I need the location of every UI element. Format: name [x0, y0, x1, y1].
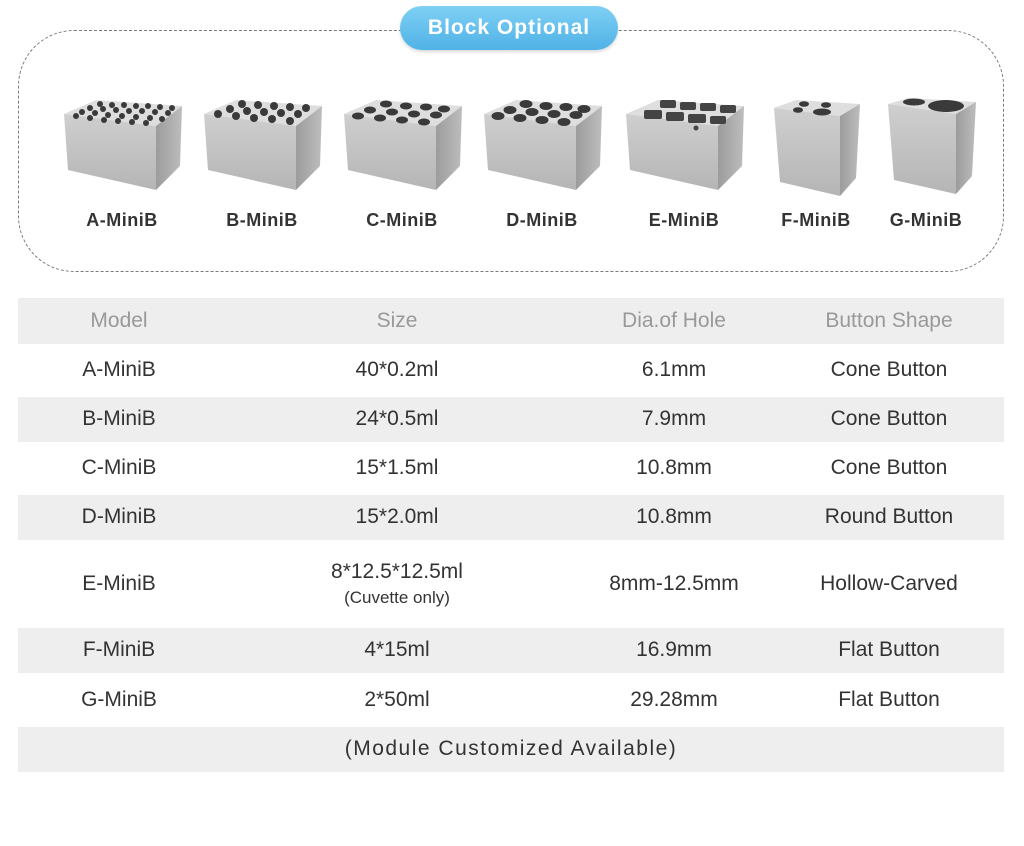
block-24-hole-icon	[200, 96, 324, 192]
block-image-e	[622, 96, 746, 192]
block-15-hole-icon	[340, 96, 464, 192]
cell-shape: Cone Button	[830, 407, 948, 431]
cell-shape: Round Button	[824, 505, 954, 529]
table-row	[18, 628, 1004, 673]
block-cuvette-hole-icon	[622, 96, 746, 192]
block-image-c	[340, 96, 464, 192]
cell-hole: 16.9mm	[636, 638, 712, 662]
cell-hole: 7.9mm	[641, 407, 707, 431]
block-label-g: G-MiniB	[889, 210, 963, 230]
table-row	[18, 495, 1004, 540]
cell-shape: Flat Button	[838, 687, 940, 711]
cell-size: 15*1.5ml	[355, 456, 439, 480]
cell-size: 40*0.2ml	[355, 358, 439, 382]
table-header-row	[18, 298, 1004, 344]
cell-size-note: (Cuvette only)	[344, 588, 450, 608]
block-label-f: F-MiniB	[781, 210, 851, 230]
cell-size-value: 8*12.5*12.5ml	[331, 560, 463, 584]
cell-hole: 10.8mm	[636, 456, 712, 480]
cell-size: 24*0.5ml	[355, 407, 439, 431]
table-row	[18, 397, 1004, 442]
block-label-b: B-MiniB	[226, 210, 298, 230]
cell-model: E-MiniB	[82, 571, 156, 595]
block-image-b	[200, 96, 324, 192]
block-label-e: E-MiniB	[648, 210, 720, 230]
block-label-c: C-MiniB	[366, 210, 438, 230]
cell-size	[220, 560, 574, 608]
cell-shape: Cone Button	[830, 456, 948, 480]
table-row	[18, 442, 1004, 495]
block-15-large-hole-icon	[480, 96, 604, 192]
block-image-a	[60, 96, 184, 192]
table-footer-row	[18, 727, 1004, 772]
cell-hole: 8mm-12.5mm	[609, 571, 739, 595]
header-model: Model	[90, 308, 148, 332]
table-row	[18, 673, 1004, 727]
cell-model: B-MiniB	[82, 407, 156, 431]
cell-hole: 6.1mm	[641, 358, 707, 382]
cell-model: G-MiniB	[81, 687, 157, 711]
cell-shape: Cone Button	[830, 358, 948, 382]
cell-model: D-MiniB	[81, 505, 157, 529]
block-image-d	[480, 96, 604, 192]
cell-shape: Hollow-Carved	[820, 571, 958, 595]
cell-size: 2*50ml	[364, 687, 430, 711]
customized-note: (Module Customized Available)	[344, 737, 678, 761]
block-image-g	[884, 96, 980, 196]
header-shape: Button Shape	[825, 308, 953, 332]
cell-hole: 10.8mm	[636, 505, 712, 529]
table-row	[18, 540, 1004, 628]
header-size: Size	[376, 308, 418, 332]
block-label-d: D-MiniB	[506, 210, 578, 230]
cell-model: C-MiniB	[81, 456, 157, 480]
cell-hole: 29.28mm	[630, 687, 718, 711]
block-40-hole-icon	[60, 96, 184, 192]
header-hole: Dia.of Hole	[622, 308, 726, 332]
cell-size: 15*2.0ml	[355, 505, 439, 529]
cell-model: A-MiniB	[82, 358, 156, 382]
cell-model: F-MiniB	[82, 638, 156, 662]
block-2-hole-icon	[884, 96, 980, 196]
block-label-a: A-MiniB	[86, 210, 158, 230]
cell-shape: Flat Button	[838, 638, 940, 662]
block-optional-banner: Block Optional	[400, 6, 618, 50]
table-row	[18, 344, 1004, 397]
block-4-hole-icon	[770, 98, 862, 198]
spec-table	[18, 298, 1004, 772]
cell-size: 4*15ml	[364, 638, 430, 662]
block-image-f	[770, 98, 862, 198]
